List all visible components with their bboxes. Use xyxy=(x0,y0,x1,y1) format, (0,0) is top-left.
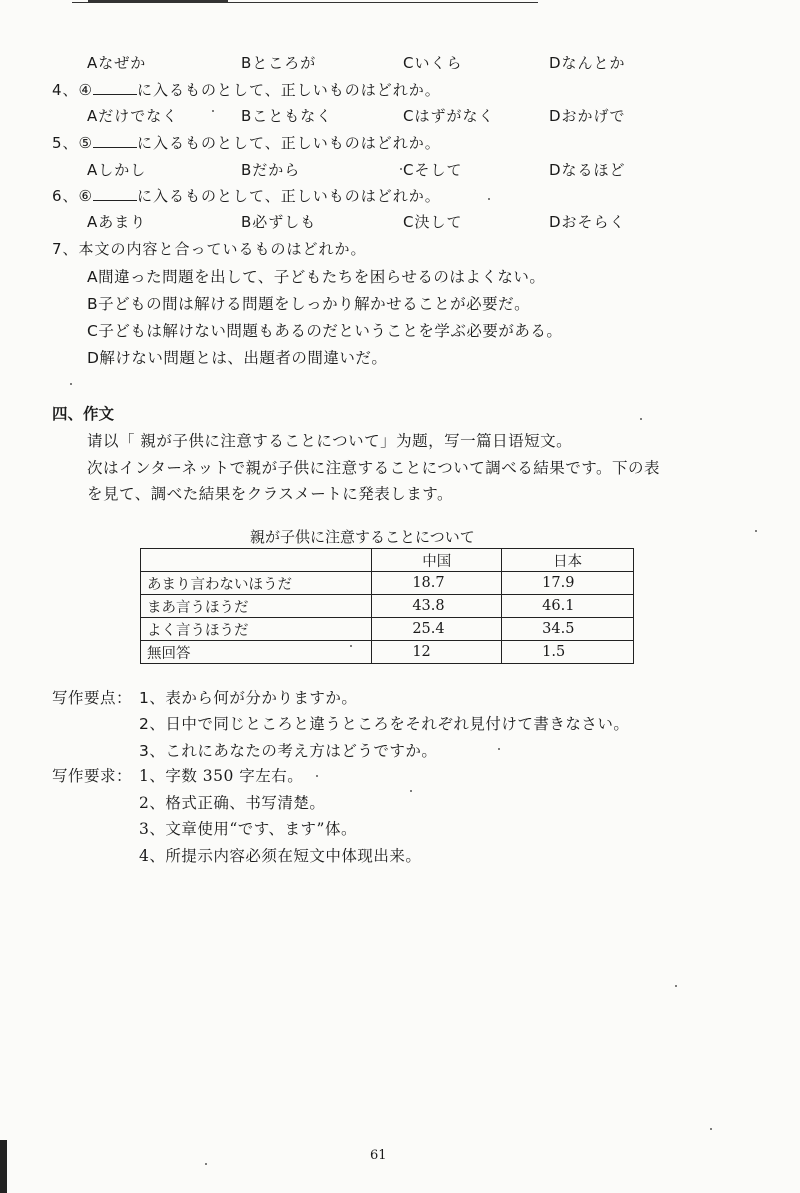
table-cell-china: 18.7 xyxy=(372,572,502,595)
points-label: 写作要点： xyxy=(52,689,133,707)
top-rule-thick xyxy=(88,0,228,3)
q6-option-b: B必ずしも xyxy=(241,213,317,231)
scan-speck xyxy=(640,418,642,420)
requirement-item: 2、格式正确、书写清楚。 xyxy=(139,794,326,812)
scan-edge-mark xyxy=(0,1140,7,1193)
q4-option-a: Aだけでなく xyxy=(87,107,179,125)
point-item: 3、これにあなたの考え方はどうですか。 xyxy=(139,742,438,760)
question-number: 5、⑤ xyxy=(52,134,93,152)
question-6 xyxy=(52,185,441,206)
scan-speck xyxy=(410,790,412,792)
table-cell-japan: 46.1 xyxy=(502,595,634,618)
scan-speck xyxy=(205,1163,207,1165)
scan-speck xyxy=(400,168,402,170)
table-header-cell xyxy=(141,549,372,572)
question-5 xyxy=(52,132,441,153)
table-cell-japan: 1.5 xyxy=(502,641,634,664)
q3-option-b: Bところが xyxy=(241,54,317,72)
table-row xyxy=(141,572,634,595)
q3-option-d: Dなんとか xyxy=(549,54,626,72)
point-item: 2、日中で同じところと違うところをそれぞれ見付けて書きなさい。 xyxy=(139,715,630,733)
q7-choice-a: A間違った問題を出して、子どもたちを困らせるのはよくない。 xyxy=(87,268,546,286)
requirements-label: 写作要求： xyxy=(52,767,133,785)
scan-speck xyxy=(675,985,677,987)
table-cell-japan: 34.5 xyxy=(502,618,634,641)
table-row xyxy=(141,641,634,664)
q4-option-c: Cはずがなく xyxy=(403,107,495,125)
survey-table xyxy=(140,548,634,664)
q5-option-c: Cそして xyxy=(403,161,463,179)
q3-option-c: Cいくら xyxy=(403,54,463,72)
composition-prompt: 请以「 親が子供に注意することについて」为题，写一篇日语短文。 xyxy=(87,432,573,450)
table-header-cell: 日本 xyxy=(502,549,634,572)
scan-speck xyxy=(70,383,72,385)
answer-blank xyxy=(93,146,137,148)
q5-option-a: Aしかし xyxy=(87,161,147,179)
question-7: 7、本文の内容と合っているものはどれか。 xyxy=(52,240,367,258)
question-stem: に入るものとして、正しいものはどれか。 xyxy=(137,134,441,152)
table-cell-label: まあ言うほうだ xyxy=(141,595,372,618)
q5-option-d: Dなるほど xyxy=(549,161,626,179)
section-header: 四、作文 xyxy=(52,405,115,423)
scan-speck xyxy=(755,530,757,532)
scan-speck xyxy=(350,645,352,647)
table-cell-label: よく言うほうだ xyxy=(141,618,372,641)
q6-option-a: Aあまり xyxy=(87,213,147,231)
scan-speck xyxy=(710,1128,712,1130)
question-4 xyxy=(52,79,441,100)
q4-option-b: Bこともなく xyxy=(241,107,333,125)
page-number: 61 xyxy=(370,1148,387,1163)
composition-intro-line2: を見て、調べた結果をクラスメートに発表します。 xyxy=(87,485,453,503)
question-number: 6、⑥ xyxy=(52,187,93,205)
requirement-item: 3、文章使用“です、ます”体。 xyxy=(139,820,357,838)
question-number: 4、④ xyxy=(52,81,93,99)
composition-intro-line1: 次はインターネットで親が子供に注意することについて調べる結果です。下の表 xyxy=(87,459,661,477)
scan-speck xyxy=(316,775,318,777)
answer-blank xyxy=(93,199,137,201)
table-cell-label: あまり言わないほうだ xyxy=(141,572,372,595)
question-stem: に入るものとして、正しいものはどれか。 xyxy=(137,81,441,99)
q5-option-b: Bだから xyxy=(241,161,301,179)
point-item: 1、表から何が分かりますか。 xyxy=(139,689,358,707)
table-cell-japan: 17.9 xyxy=(502,572,634,595)
requirement-item: 1、字数 350 字左右。 xyxy=(139,767,304,785)
q6-option-d: Dおそらく xyxy=(549,213,626,231)
table-header-row xyxy=(141,549,634,572)
scan-speck xyxy=(488,198,490,200)
table-cell-china: 12 xyxy=(372,641,502,664)
table-row xyxy=(141,595,634,618)
table-caption: 親が子供に注意することについて xyxy=(250,528,475,546)
table-cell-china: 43.8 xyxy=(372,595,502,618)
question-stem: に入るものとして、正しいものはどれか。 xyxy=(137,187,441,205)
table-cell-label: 無回答 xyxy=(141,641,372,664)
scan-speck xyxy=(212,110,214,112)
table-header-cell: 中国 xyxy=(372,549,502,572)
q3-option-a: Aなぜか xyxy=(87,54,147,72)
q7-choice-c: C子どもは解けない問題もあるのだということを学ぶ必要がある。 xyxy=(87,322,563,340)
table-cell-china: 25.4 xyxy=(372,618,502,641)
requirement-item: 4、所提示内容必须在短文中体现出来。 xyxy=(139,847,422,865)
answer-blank xyxy=(93,93,137,95)
scan-speck xyxy=(498,748,500,750)
q4-option-d: Dおかげで xyxy=(549,107,626,125)
q7-choice-d: D解けない問題とは、出題者の間違いだ。 xyxy=(87,349,388,367)
table-row xyxy=(141,618,634,641)
q6-option-c: C決して xyxy=(403,213,463,231)
q7-choice-b: B子どもの間は解ける問題をしっかり解かせることが必要だ。 xyxy=(87,295,531,313)
